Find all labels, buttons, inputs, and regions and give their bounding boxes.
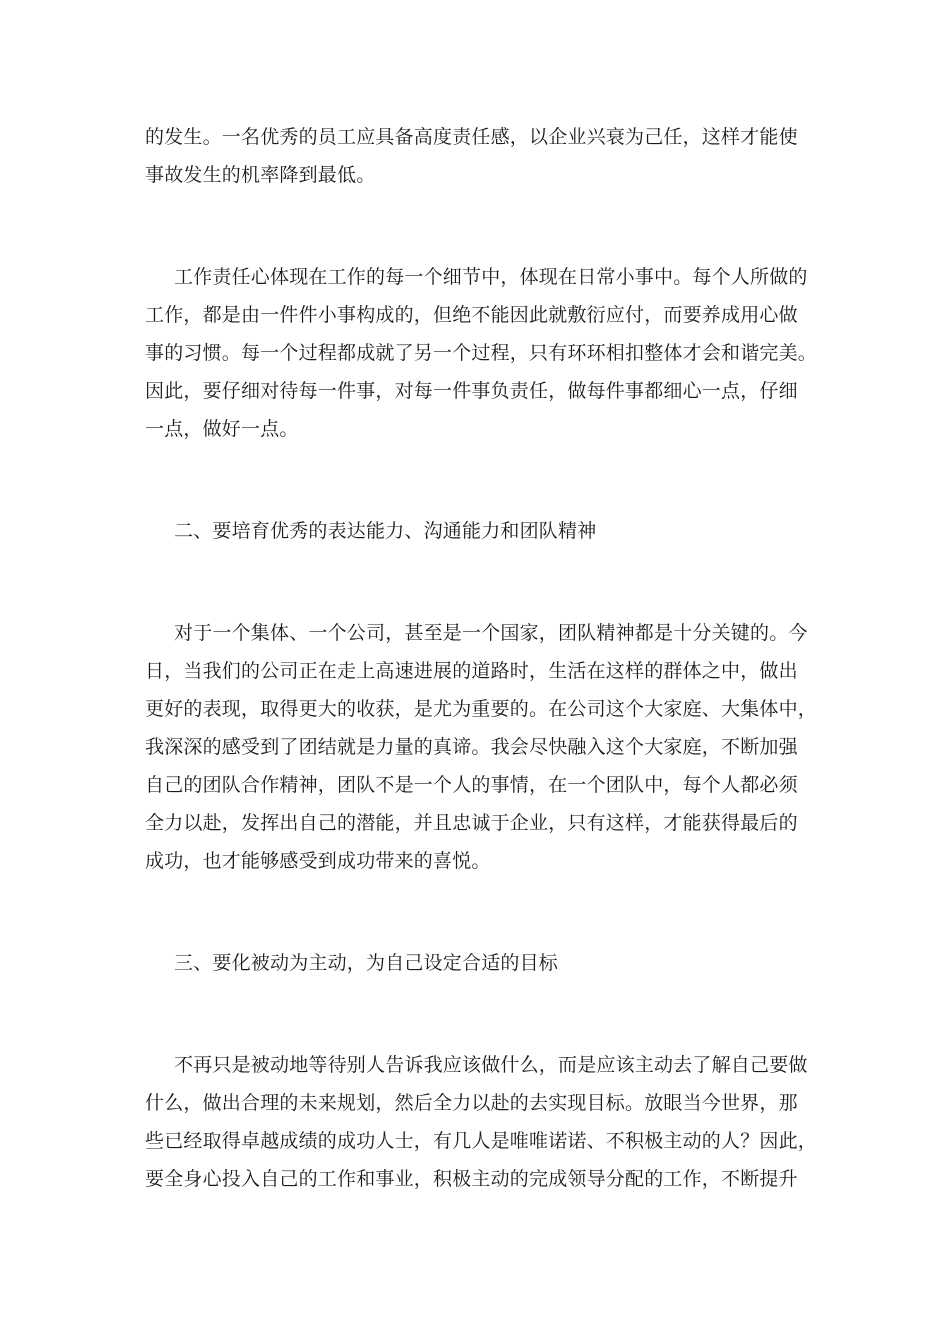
section-heading: 二、要培育优秀的表达能力、沟通能力和团队精神: [174, 520, 597, 542]
text-line: 更好的表现，取得更大的收获，是尤为重要的。在公司这个大家庭、大集体中，: [145, 698, 818, 720]
text-line: 一点，做好一点。: [145, 418, 299, 440]
text-line: 自己的团队合作精神，团队不是一个人的事情，在一个团队中，每个人都必须: [145, 774, 798, 796]
text-line: 些已经取得卓越成绩的成功人士，有几人是唯唯诺诺、不积极主动的人？因此，: [145, 1130, 818, 1152]
section-heading: 三、要化被动为主动，为自己设定合适的目标: [174, 952, 559, 974]
text-line: 要全身心投入自己的工作和事业，积极主动的完成领导分配的工作，不断提升: [145, 1168, 798, 1190]
text-line: 对于一个集体、一个公司，甚至是一个国家，团队精神都是十分关键的。今: [174, 622, 808, 644]
text-line: 工作，都是由一件件小事构成的，但绝不能因此就敷衍应付，而要养成用心做: [145, 304, 798, 326]
text-line: 事的习惯。每一个过程都成就了另一个过程，只有环环相扣整体才会和谐完美。: [145, 342, 818, 364]
text-line: 不再只是被动地等待别人告诉我应该做什么，而是应该主动去了解自己要做: [174, 1054, 808, 1076]
text-line: 我深深的感受到了团结就是力量的真谛。我会尽快融入这个大家庭，不断加强: [145, 736, 798, 758]
text-line: 全力以赴，发挥出自己的潜能，并且忠诚于企业，只有这样，才能获得最后的: [145, 812, 798, 834]
text-line: 的发生。一名优秀的员工应具备高度责任感，以企业兴衰为己任，这样才能使: [145, 126, 798, 148]
text-line: 成功，也才能够感受到成功带来的喜悦。: [145, 850, 491, 872]
text-line: 日，当我们的公司正在走上高速进展的道路时，生活在这样的群体之中，做出: [145, 660, 798, 682]
text-line: 什么，做出合理的未来规划，然后全力以赴的去实现目标。放眼当今世界，那: [145, 1092, 798, 1114]
text-line: 因此，要仔细对待每一件事，对每一件事负责任，做每件事都细心一点，仔细: [145, 380, 798, 402]
text-line: 事故发生的机率降到最低。: [145, 164, 376, 186]
text-line: 工作责任心体现在工作的每一个细节中，体现在日常小事中。每个人所做的: [174, 266, 808, 288]
